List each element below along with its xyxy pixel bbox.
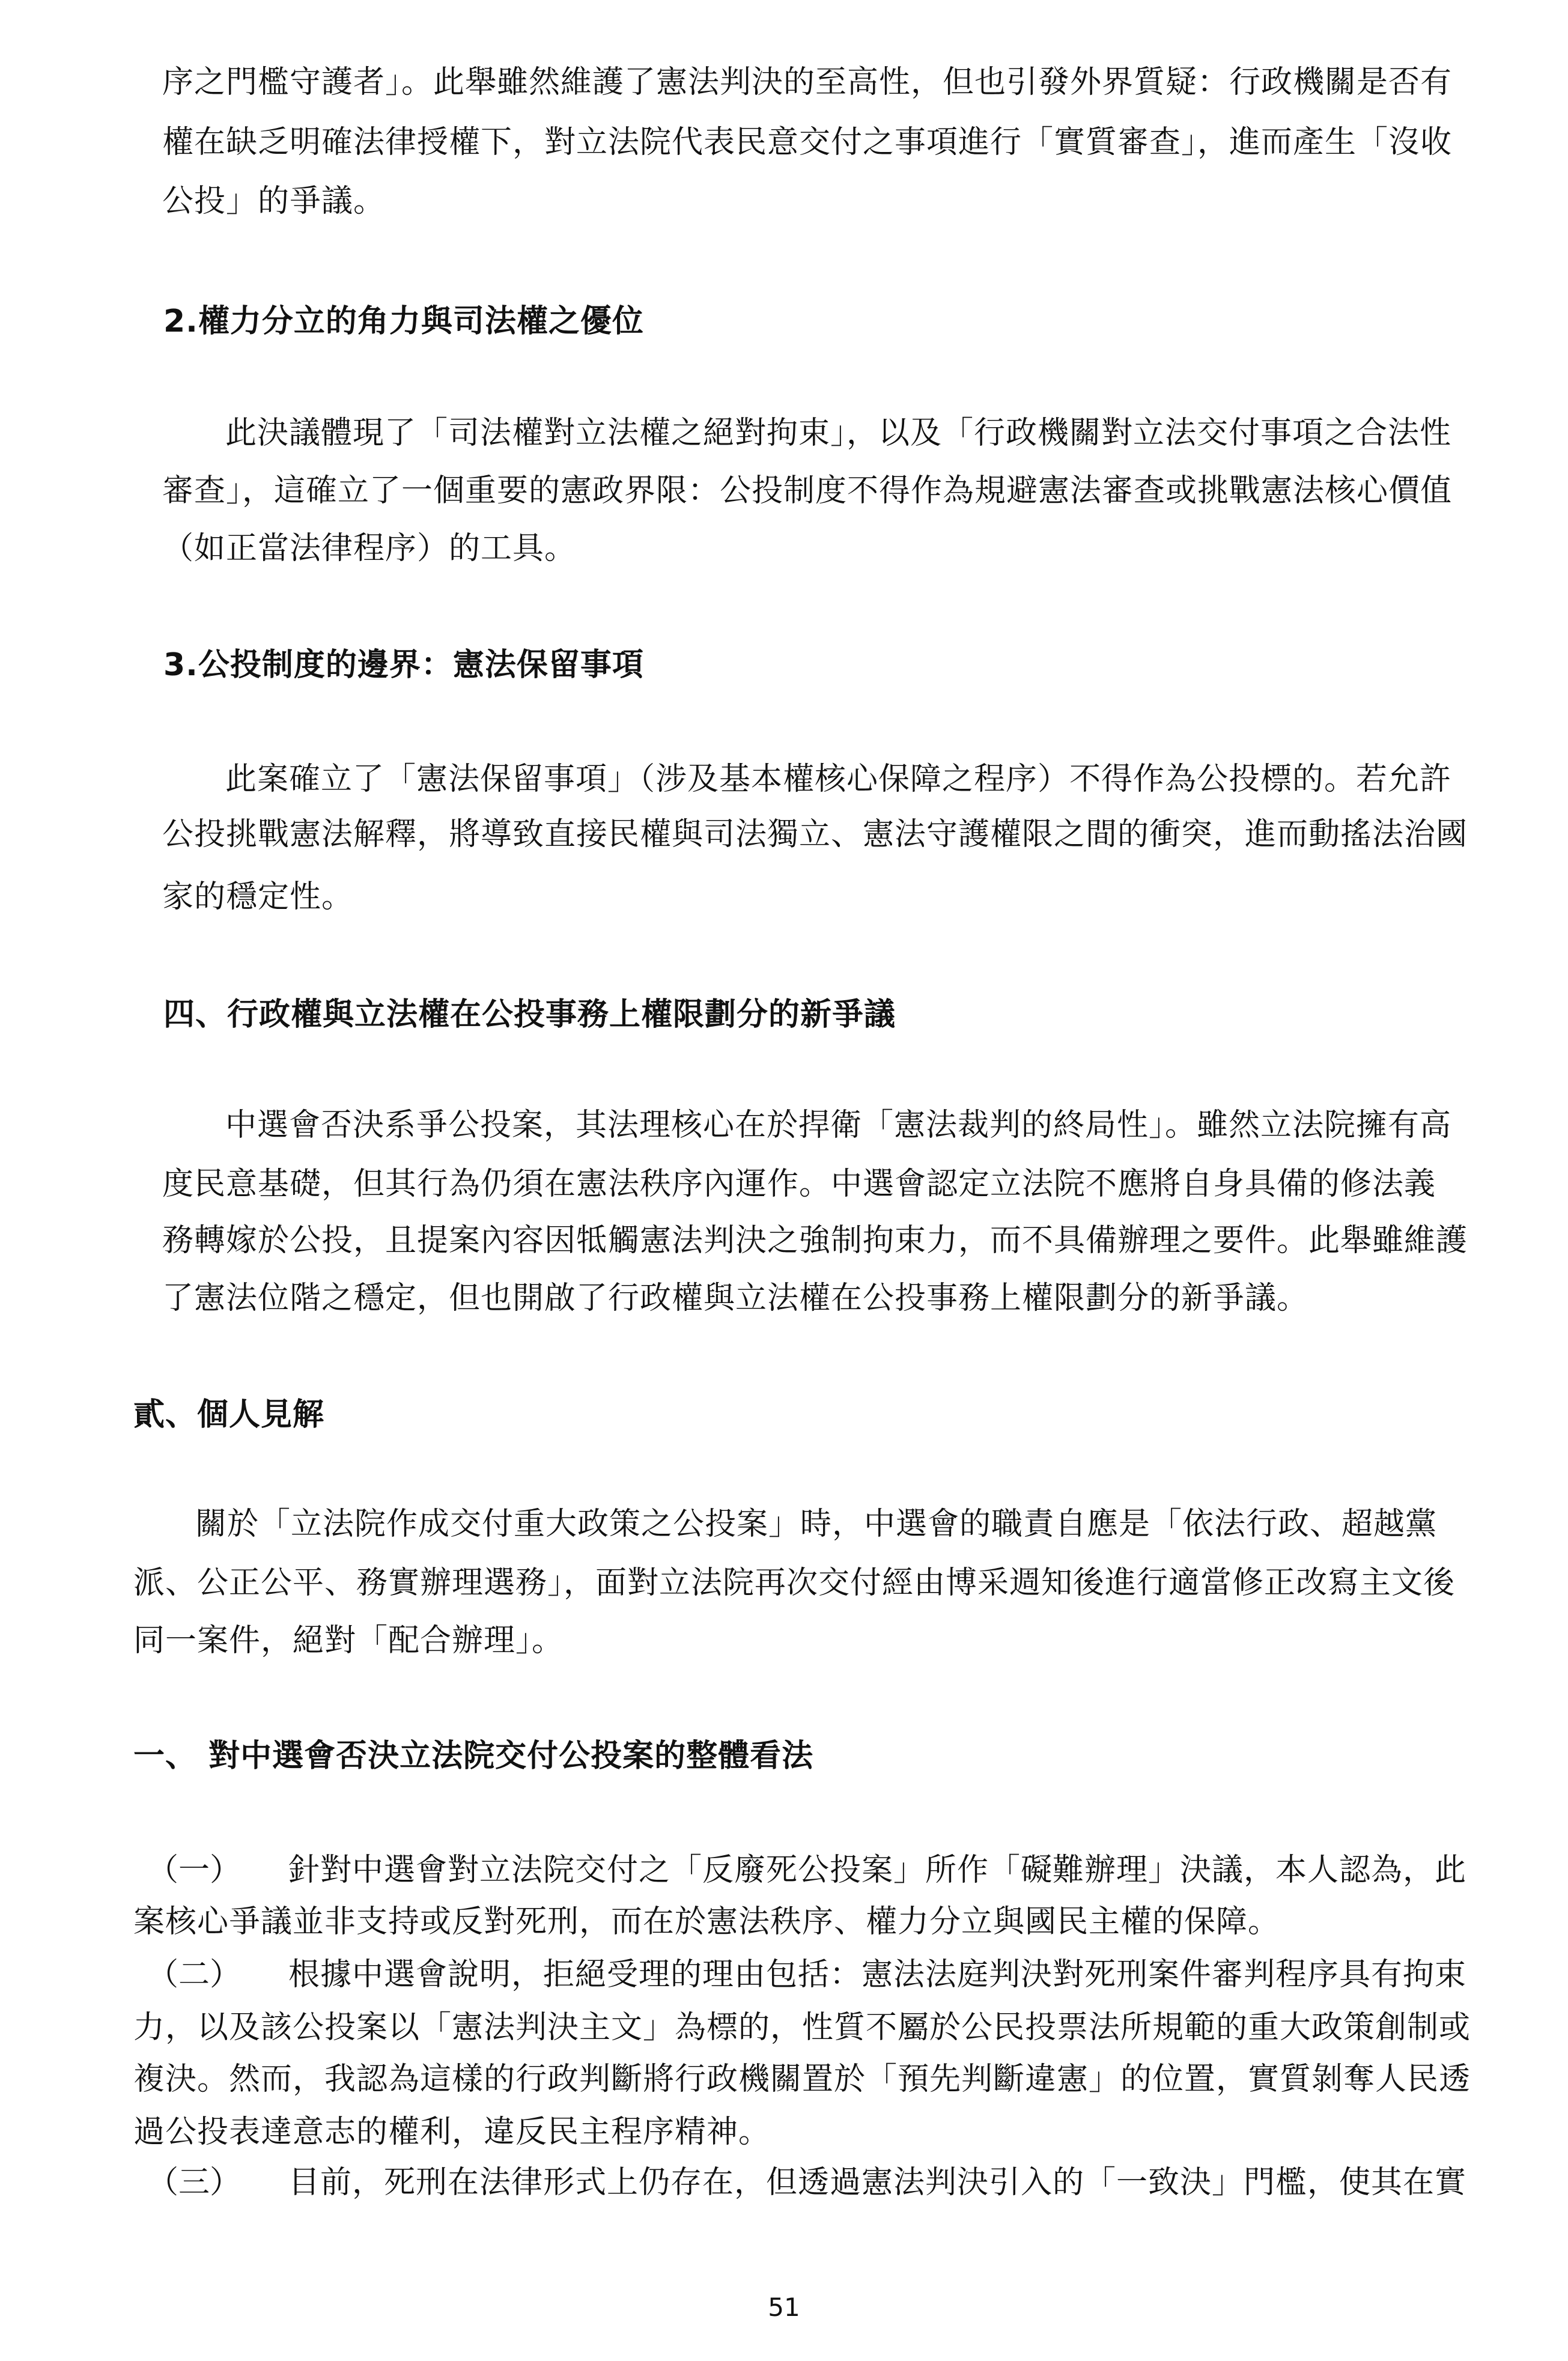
section4-line-4: 了憲法位階之穩定，但也開啟了行政權與立法權在公投事務上權限劃分的新爭議。 xyxy=(162,1280,1309,1316)
item-3-label: （三） xyxy=(147,2165,242,2201)
item-1-label: （一） xyxy=(147,1852,242,1888)
section2-line-1: 此決議體現了「司法權對立法權之絕對拘束」，以及「行政機關對立法交付事項之合法性 xyxy=(225,415,1452,451)
section2-heading: 2.權力分立的角力與司法權之優位 xyxy=(163,303,644,339)
section3-line-3: 家的穩定性。 xyxy=(162,879,354,915)
section4-line-3: 務轉嫁於公投，且提案內容因牴觸憲法判決之強制拘束力，而不具備辦理之要件。此舉雖維護 xyxy=(162,1223,1468,1259)
item-1-line-2: 案核心爭議並非支持或反對死刑，而在於憲法秩序、權力分立與國民主權的保障。 xyxy=(133,1904,1280,1940)
section3-line-2: 公投挑戰憲法解釋，將導致直接民權與司法獨立、憲法守護權限之間的衝突，進而動搖法治國 xyxy=(162,816,1468,852)
part2-line-2: 派、公正公平、務實辦理選務」，面對立法院再次交付經由博采週知後進行適當修正改寫主文後 xyxy=(133,1565,1456,1601)
item-2-line-3: 複決。然而，我認為這樣的行政判斷將行政機關置於「預先判斷違憲」的位置，實質剝奪人民透 xyxy=(133,2061,1471,2097)
item-3-line-1: 目前，死刑在法律形式上仍存在，但透過憲法判決引入的「一致決」門檻，使其在實 xyxy=(288,2165,1467,2201)
section3-line-1: 此案確立了「憲法保留事項」（涉及基本權核心保障之程序）不得作為公投標的。若允許 xyxy=(225,761,1452,797)
section3-heading: 3.公投制度的邊界：憲法保留事項 xyxy=(163,647,644,683)
part2-heading: 貳、個人見解 xyxy=(133,1397,325,1433)
part2-line-1: 關於「立法院作成交付重大政策之公投案」時，中選會的職責自應是「依法行政、超越黨 xyxy=(195,1506,1438,1542)
part2-line-3: 同一案件，絕對「配合辦理」。 xyxy=(133,1623,564,1659)
section2-line-2: 審查」，這確立了一個重要的憲政界限：公投制度不得作為規避憲法審查或挑戰憲法核心價值 xyxy=(162,473,1453,509)
item-1-line-1: 針對中選會對立法院交付之「反廢死公投案」所作「礙難辦理」決議，本人認為，此 xyxy=(288,1852,1467,1888)
section4-line-1: 中選會否決系爭公投案，其法理核心在於捍衛「憲法裁判的終局性」。雖然立法院擁有高 xyxy=(225,1107,1452,1143)
section4-heading: 四、行政權與立法權在公投事務上權限劃分的新爭議 xyxy=(163,997,896,1033)
item-2-line-4: 過公投表達意志的權利，違反民主程序精神。 xyxy=(133,2114,771,2150)
section4-line-2: 度民意基礎，但其行為仍須在憲法秩序內運作。中選會認定立法院不應將自身具備的修法義 xyxy=(162,1166,1436,1202)
item-2-line-2: 力，以及該公投案以「憲法判決主文」為標的，性質不屬於公民投票法所規範的重大政策創制或 xyxy=(133,2010,1471,2046)
intro-line-3: 公投」的爭議。 xyxy=(162,183,386,219)
section2-line-3: （如正當法律程序）的工具。 xyxy=(162,530,577,567)
intro-line-1: 序之門檻守護者」。此舉雖然維護了憲法判決的至高性，但也引發外界質疑：行政機關是否有 xyxy=(162,64,1453,100)
item-2-label: （二） xyxy=(147,1957,242,1993)
intro-line-2: 權在缺乏明確法律授權下，對立法院代表民意交付之事項進行「實質審查」，進而產生「沒收 xyxy=(162,124,1453,160)
subsection1-heading: 一、 對中選會否決立法院交付公投案的整體看法 xyxy=(133,1738,814,1774)
page-number: 51 xyxy=(768,2293,800,2322)
item-2-line-1: 根據中選會說明，拒絕受理的理由包括：憲法法庭判決對死刑案件審判程序具有拘束 xyxy=(288,1957,1467,1993)
